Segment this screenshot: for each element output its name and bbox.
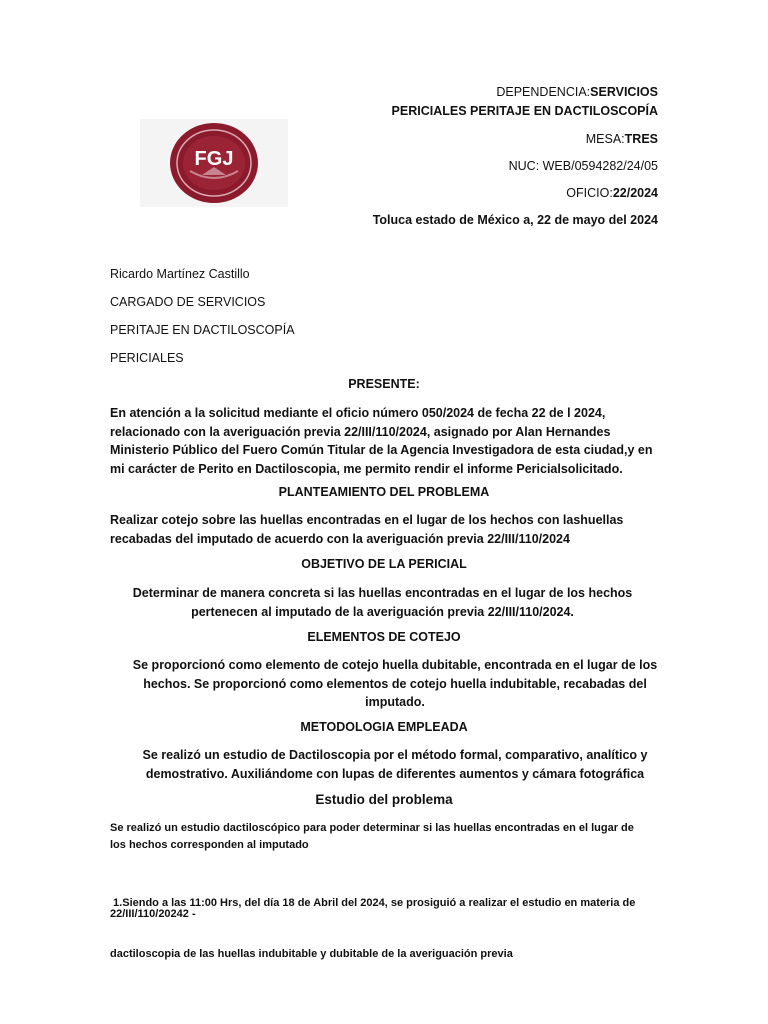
metodologia-line: Se realizó un estudio de Dactiloscopia por el método formal, comparativo, analítico y — [142, 748, 648, 762]
step1-line: 1.Siendo a las 11:00 Hrs, del día 18 de Abril del 2024, se prosiguió a realizar el estudio en materia de — [110, 897, 636, 909]
presente-heading: PRESENTE: — [348, 377, 420, 391]
intro-line: En atención a la solicitud mediante el oficio número 050/2024 de fecha 22 de l 2024, — [110, 406, 606, 420]
step1-paragraph — [110, 861, 670, 997]
objetivo-line: pertenecen al imputado de la averiguación previa 22/III/110/2024. — [191, 604, 574, 619]
estudio-title: Estudio del problema — [315, 792, 453, 807]
estudio-line: Se realizó un estudio dactiloscópico para poder determinar si las huellas encontradas en el lugar de — [110, 822, 634, 834]
objetivo-paragraph — [110, 584, 655, 621]
dependencia-line2: PERICIALES PERITAJE EN DACTILOSCOPÍA — [391, 104, 658, 118]
metodologia-title: METODOLOGIA EMPLEADA — [300, 720, 468, 734]
metodologia-line: demostrativo. Auxiliándome con lupas de diferentes aumentos y cámara fotográfica — [145, 766, 645, 781]
logo-text: FGJ — [194, 148, 234, 170]
intro-paragraph — [110, 404, 655, 478]
final-reference: 22/III/110/20242 - — [110, 908, 196, 920]
estudio-paragraph — [110, 820, 670, 854]
dependencia-line: DEPENDENCIA:SERVICIOS — [496, 85, 658, 99]
metodologia-paragraph — [105, 746, 685, 783]
recipient-line3: PERICIALES — [110, 351, 184, 365]
elementos-line: imputado. — [365, 695, 425, 709]
elementos-title: ELEMENTOS DE COTEJO — [307, 630, 461, 644]
recipient-line1: CARGADO DE SERVICIOS — [110, 295, 266, 309]
recipient-name: Ricardo Martínez Castillo — [110, 267, 250, 281]
fgj-logo — [140, 119, 288, 207]
planteamiento-line: recabadas del imputado de acuerdo con la averiguación previa 22/III/110/2024 — [110, 531, 570, 546]
recipient-line2: PERITAJE EN DACTILOSCOPÍA — [110, 323, 295, 337]
planteamiento-line: Realizar cotejo sobre las huellas encontradas en el lugar de los hechos con lashuellas — [110, 513, 624, 527]
planteamiento-title: PLANTEAMIENTO DEL PROBLEMA — [278, 485, 490, 499]
fgj-seal-icon — [140, 119, 288, 207]
intro-line: mi carácter de Perito en Dactiloscopia, me permito rendir el informe Pericialsolicitado. — [110, 461, 623, 476]
estudio-line: los hechos corresponden al imputado — [110, 839, 309, 851]
intro-line: relacionado con la averiguación previa 22/III/110/2024, asignado por Alan Hernandes — [110, 424, 611, 439]
mesa-line: MESA:TRES — [585, 132, 658, 146]
nuc-line: NUC: WEB/0594282/24/05 — [508, 159, 658, 173]
place-date: Toluca estado de México a, 22 de mayo del 2024 — [372, 213, 658, 227]
objetivo-title: OBJETIVO DE LA PERICIAL — [301, 557, 467, 571]
elementos-line: Se proporcionó como elemento de cotejo huella dubitable, encontrada en el lugar de los — [132, 658, 658, 672]
elementos-line: hechos. Se proporcionó como elementos de cotejo huella indubitable, recabadas del — [143, 676, 647, 691]
planteamiento-paragraph — [110, 511, 655, 548]
elementos-paragraph — [105, 656, 685, 712]
intro-line: Ministerio Público del Fuero Común Titular de la Agencia Investigadora de esta ciudad,y en — [110, 443, 653, 457]
objetivo-line: Determinar de manera concreta si las huellas encontradas en el lugar de los hechos — [132, 586, 633, 600]
oficio-line: OFICIO:22/2024 — [566, 186, 658, 200]
step1-line: dactiloscopia de las huellas indubitable y dubitable de la averiguación previa — [110, 948, 513, 960]
